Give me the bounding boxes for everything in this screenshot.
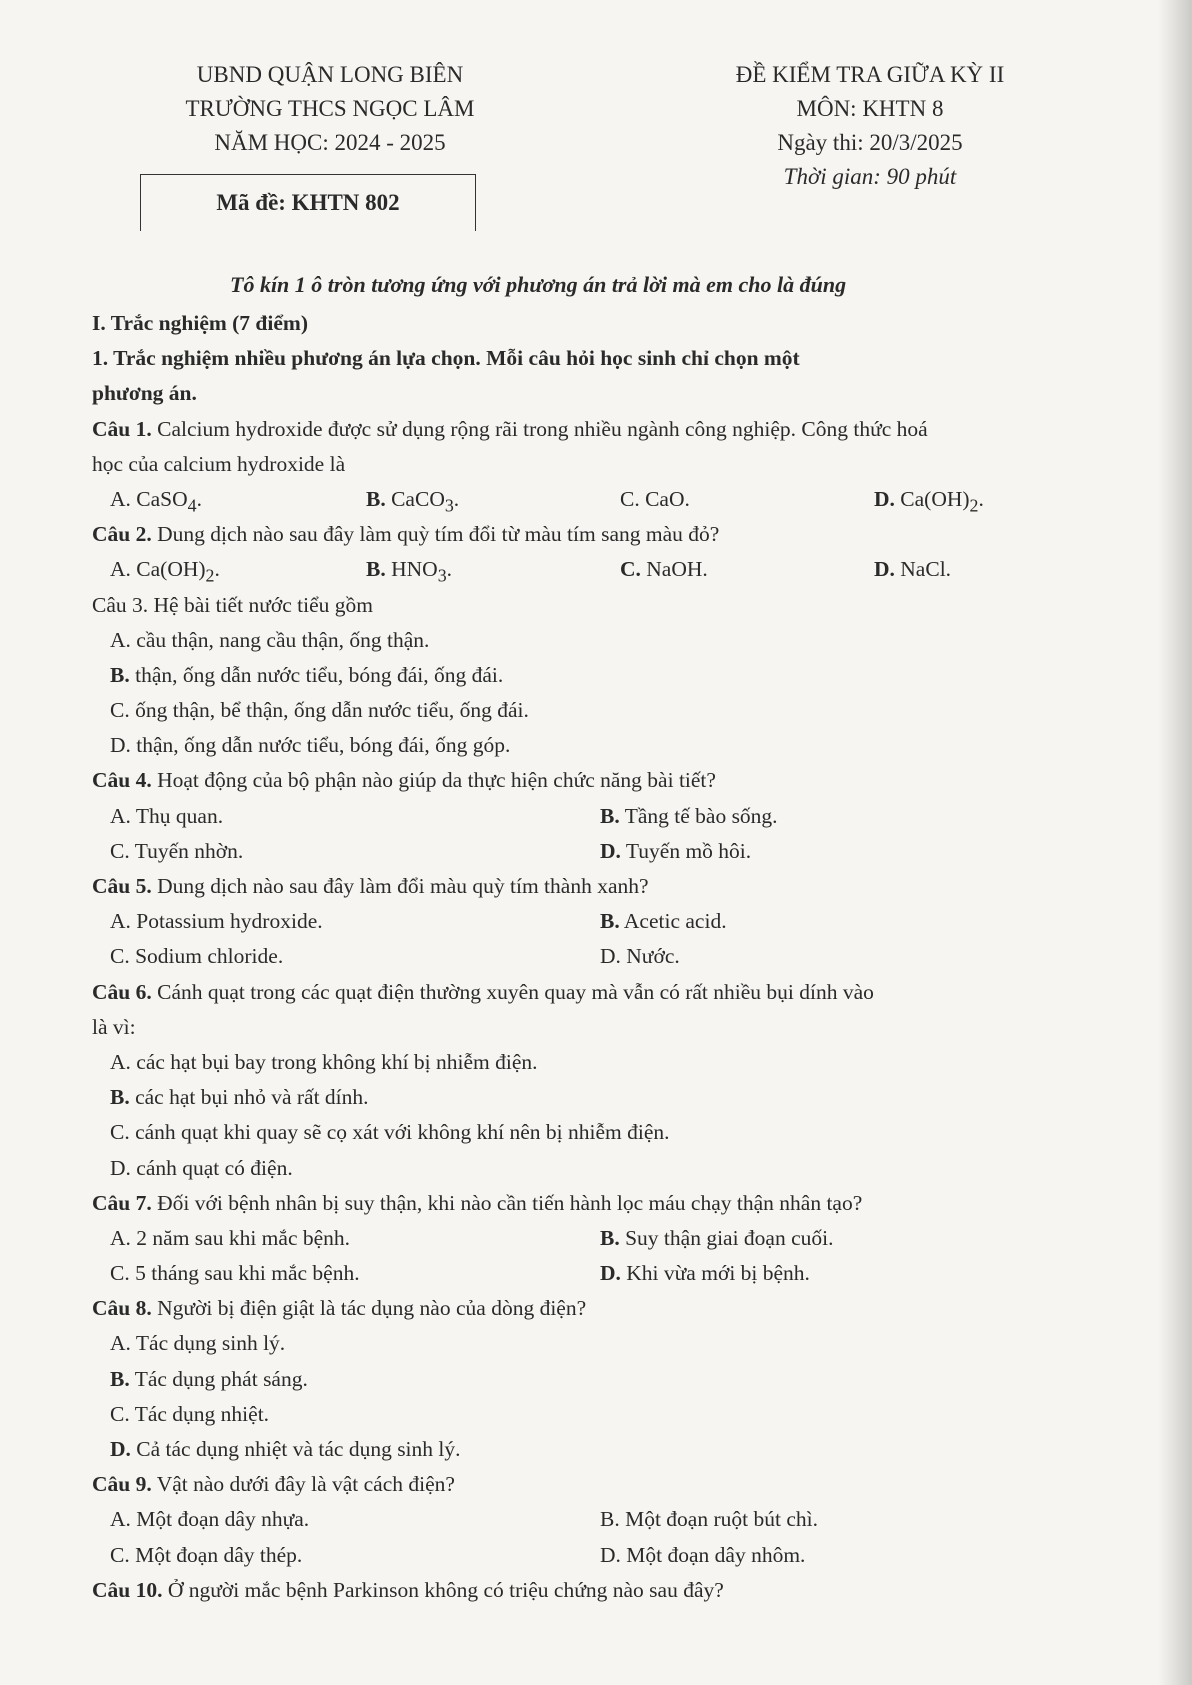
question-1-cont: học của calcium hydroxide là [92, 451, 346, 476]
option-d: D. cánh quạt có điện. [110, 1155, 293, 1180]
question-6 [92, 975, 1102, 1010]
question-text: Người bị điện giật là tác dụng nào của dòng điện? [151, 1296, 587, 1321]
question-4-options-row-1 [92, 799, 1102, 834]
question-label: Câu 9. [92, 1472, 152, 1497]
exam-code-box [140, 174, 476, 231]
section-title: I. Trắc nghiệm (7 điểm) [92, 311, 308, 335]
option-c: C. Tuyến nhờn. [110, 838, 244, 863]
option-c: C. Sodium chloride. [110, 944, 284, 969]
question-3 [92, 588, 1102, 623]
option-a: A. Potassium hydroxide. [110, 909, 323, 934]
question-7 [92, 1186, 1102, 1221]
option-d: D. Một đoạn dây nhôm. [600, 1542, 806, 1567]
question-8 [92, 1291, 1102, 1326]
question-9-options-row-1 [92, 1502, 1102, 1537]
option-c: C. Tác dụng nhiệt. [110, 1401, 270, 1426]
option-d: D. $Ca(OH)_2$. [874, 486, 984, 516]
question-text: Cánh quạt trong các quạt điện thường xuyên quay mà vẫn có rất nhiều bụi dính vào [151, 979, 874, 1004]
option-c: C. Một đoạn dây thép. [110, 1542, 303, 1567]
option-d: D. Tuyến mồ hôi. [600, 838, 752, 863]
question-label: Câu 1. [92, 416, 152, 441]
option-a: A. Thụ quan. [110, 803, 224, 828]
option-b: B. các hạt bụi nhỏ và rất dính. [110, 1085, 369, 1110]
question-text: Dung dịch nào sau đây làm quỳ tím đổi từ màu tím sang màu đỏ? [151, 522, 720, 547]
exam-subject: MÔN: KHTN 8 [796, 96, 944, 121]
question-text: Vật nào dưới đây là vật cách điện? [151, 1472, 455, 1497]
option-b: B. $HNO_3$. [366, 557, 453, 586]
school-name: TRƯỜNG THCS NGỌC LÂM [185, 96, 475, 121]
option-a: A. các hạt bụi bay trong không khí bị nhiễm điện. [110, 1049, 538, 1074]
question-text: Hoạt động của bộ phận nào giúp da thực hiện chức năng bài tiết? [151, 768, 716, 793]
question-4 [92, 763, 1102, 798]
exam-title: ĐỀ KIỂM TRA GIỮA KỲ II [735, 62, 1005, 87]
exam-code: Mã đề: KHTN 802 [216, 190, 400, 215]
subsection-title-line-1: 1. Trắc nghiệm nhiều phương án lựa chọn. Mỗi câu hỏi học sinh chỉ chọn một [92, 346, 800, 371]
exam-body [92, 306, 1102, 1608]
option-a: A. $Ca(OH)_2$. [110, 557, 220, 586]
question-9-options-row-2 [92, 1538, 1102, 1573]
option-b: B. Tác dụng phát sáng. [110, 1366, 308, 1391]
district-name: UBND QUẬN LONG BIÊN [196, 62, 464, 87]
question-1 [92, 412, 1102, 447]
question-7-options-row-2 [92, 1256, 1102, 1291]
school-header [150, 58, 510, 160]
question-1-options [92, 482, 1102, 517]
option-b: B. Suy thận giai đoạn cuối. [600, 1225, 834, 1250]
question-text: Calcium hydroxide được sử dụng rộng rãi trong nhiều ngành công nghiệp. Công thức hoá [151, 416, 928, 441]
option-a: A. 2 năm sau khi mắc bệnh. [110, 1225, 351, 1250]
exam-header [690, 58, 1050, 194]
question-label: Câu 7. [92, 1190, 152, 1215]
option-b: B. Tầng tế bào sống. [600, 803, 778, 828]
option-c: C. NaOH. [620, 557, 708, 582]
question-text: Hệ bài tiết nước tiểu gồm [148, 592, 373, 617]
option-d: D. NaCl. [874, 557, 952, 582]
subsection-title-line-2: phương án. [92, 381, 197, 406]
school-year: NĂM HỌC: 2024 - 2025 [214, 130, 446, 155]
option-b: B. CaCO$_3$. [366, 486, 460, 516]
option-d: D. Khi vừa mới bị bệnh. [600, 1261, 810, 1286]
option-a: A. Một đoạn dây nhựa. [110, 1507, 310, 1532]
question-5-options-row-1 [92, 904, 1102, 939]
question-text: Ở người mắc bệnh Parkinson không có triệu chứng nào sau đây? [162, 1577, 724, 1602]
option-b: B. thận, ống dẫn nước tiểu, bóng đái, ống đái. [110, 662, 504, 687]
question-7-options-row-1 [92, 1221, 1102, 1256]
option-c: C. CaO. [620, 486, 690, 511]
option-d: D. Cả tác dụng nhiệt và tác dụng sinh lý. [110, 1437, 461, 1461]
question-label: Câu 5. [92, 874, 152, 898]
question-5-options-row-2 [92, 939, 1102, 974]
question-label: Câu 4. [92, 768, 152, 793]
question-2 [92, 517, 1102, 552]
option-d: D. Nước. [600, 944, 680, 969]
question-5 [92, 869, 1102, 904]
option-a: A. Tác dụng sinh lý. [110, 1331, 286, 1356]
option-c: C. 5 tháng sau khi mắc bệnh. [110, 1261, 360, 1286]
question-9 [92, 1467, 1102, 1502]
question-label: Câu 2. [92, 522, 152, 547]
question-text: Đối với bệnh nhân bị suy thận, khi nào cần tiến hành lọc máu chạy thận nhân tạo? [151, 1190, 863, 1215]
question-4-options-row-2 [92, 834, 1102, 869]
instruction: Tô kín 1 ô tròn tương ứng với phương án trả lời mà em cho là đúng [230, 272, 847, 297]
option-a: A. CaSO$_4$. [110, 486, 202, 516]
question-label: Câu 8. [92, 1296, 152, 1321]
exam-duration: Thời gian: 90 phút [783, 164, 957, 189]
page-edge-shadow [1158, 0, 1192, 1685]
exam-date: Ngày thi: 20/3/2025 [777, 130, 963, 155]
question-label: Câu 3. [92, 592, 149, 617]
question-2-options [92, 552, 1102, 587]
option-a: A. cầu thận, nang cầu thận, ống thận. [110, 627, 430, 652]
option-c: C. ống thận, bể thận, ống dẫn nước tiểu, ống đái. [110, 698, 529, 723]
question-text: Dung dịch nào sau đây làm đổi màu quỳ tím thành xanh? [151, 874, 649, 898]
option-c: C. cánh quạt khi quay sẽ cọ xát với không khí nên bị nhiễm điện. [110, 1120, 670, 1145]
option-b: B. Một đoạn ruột bút chì. [600, 1507, 818, 1532]
question-10 [92, 1573, 1102, 1608]
question-label: Câu 10. [92, 1577, 163, 1602]
question-6-cont: là vì: [92, 1014, 136, 1039]
option-d: D. thận, ống dẫn nước tiểu, bóng đái, ống góp. [110, 733, 511, 758]
question-label: Câu 6. [92, 979, 152, 1004]
option-b: B. Acetic acid. [600, 909, 727, 934]
